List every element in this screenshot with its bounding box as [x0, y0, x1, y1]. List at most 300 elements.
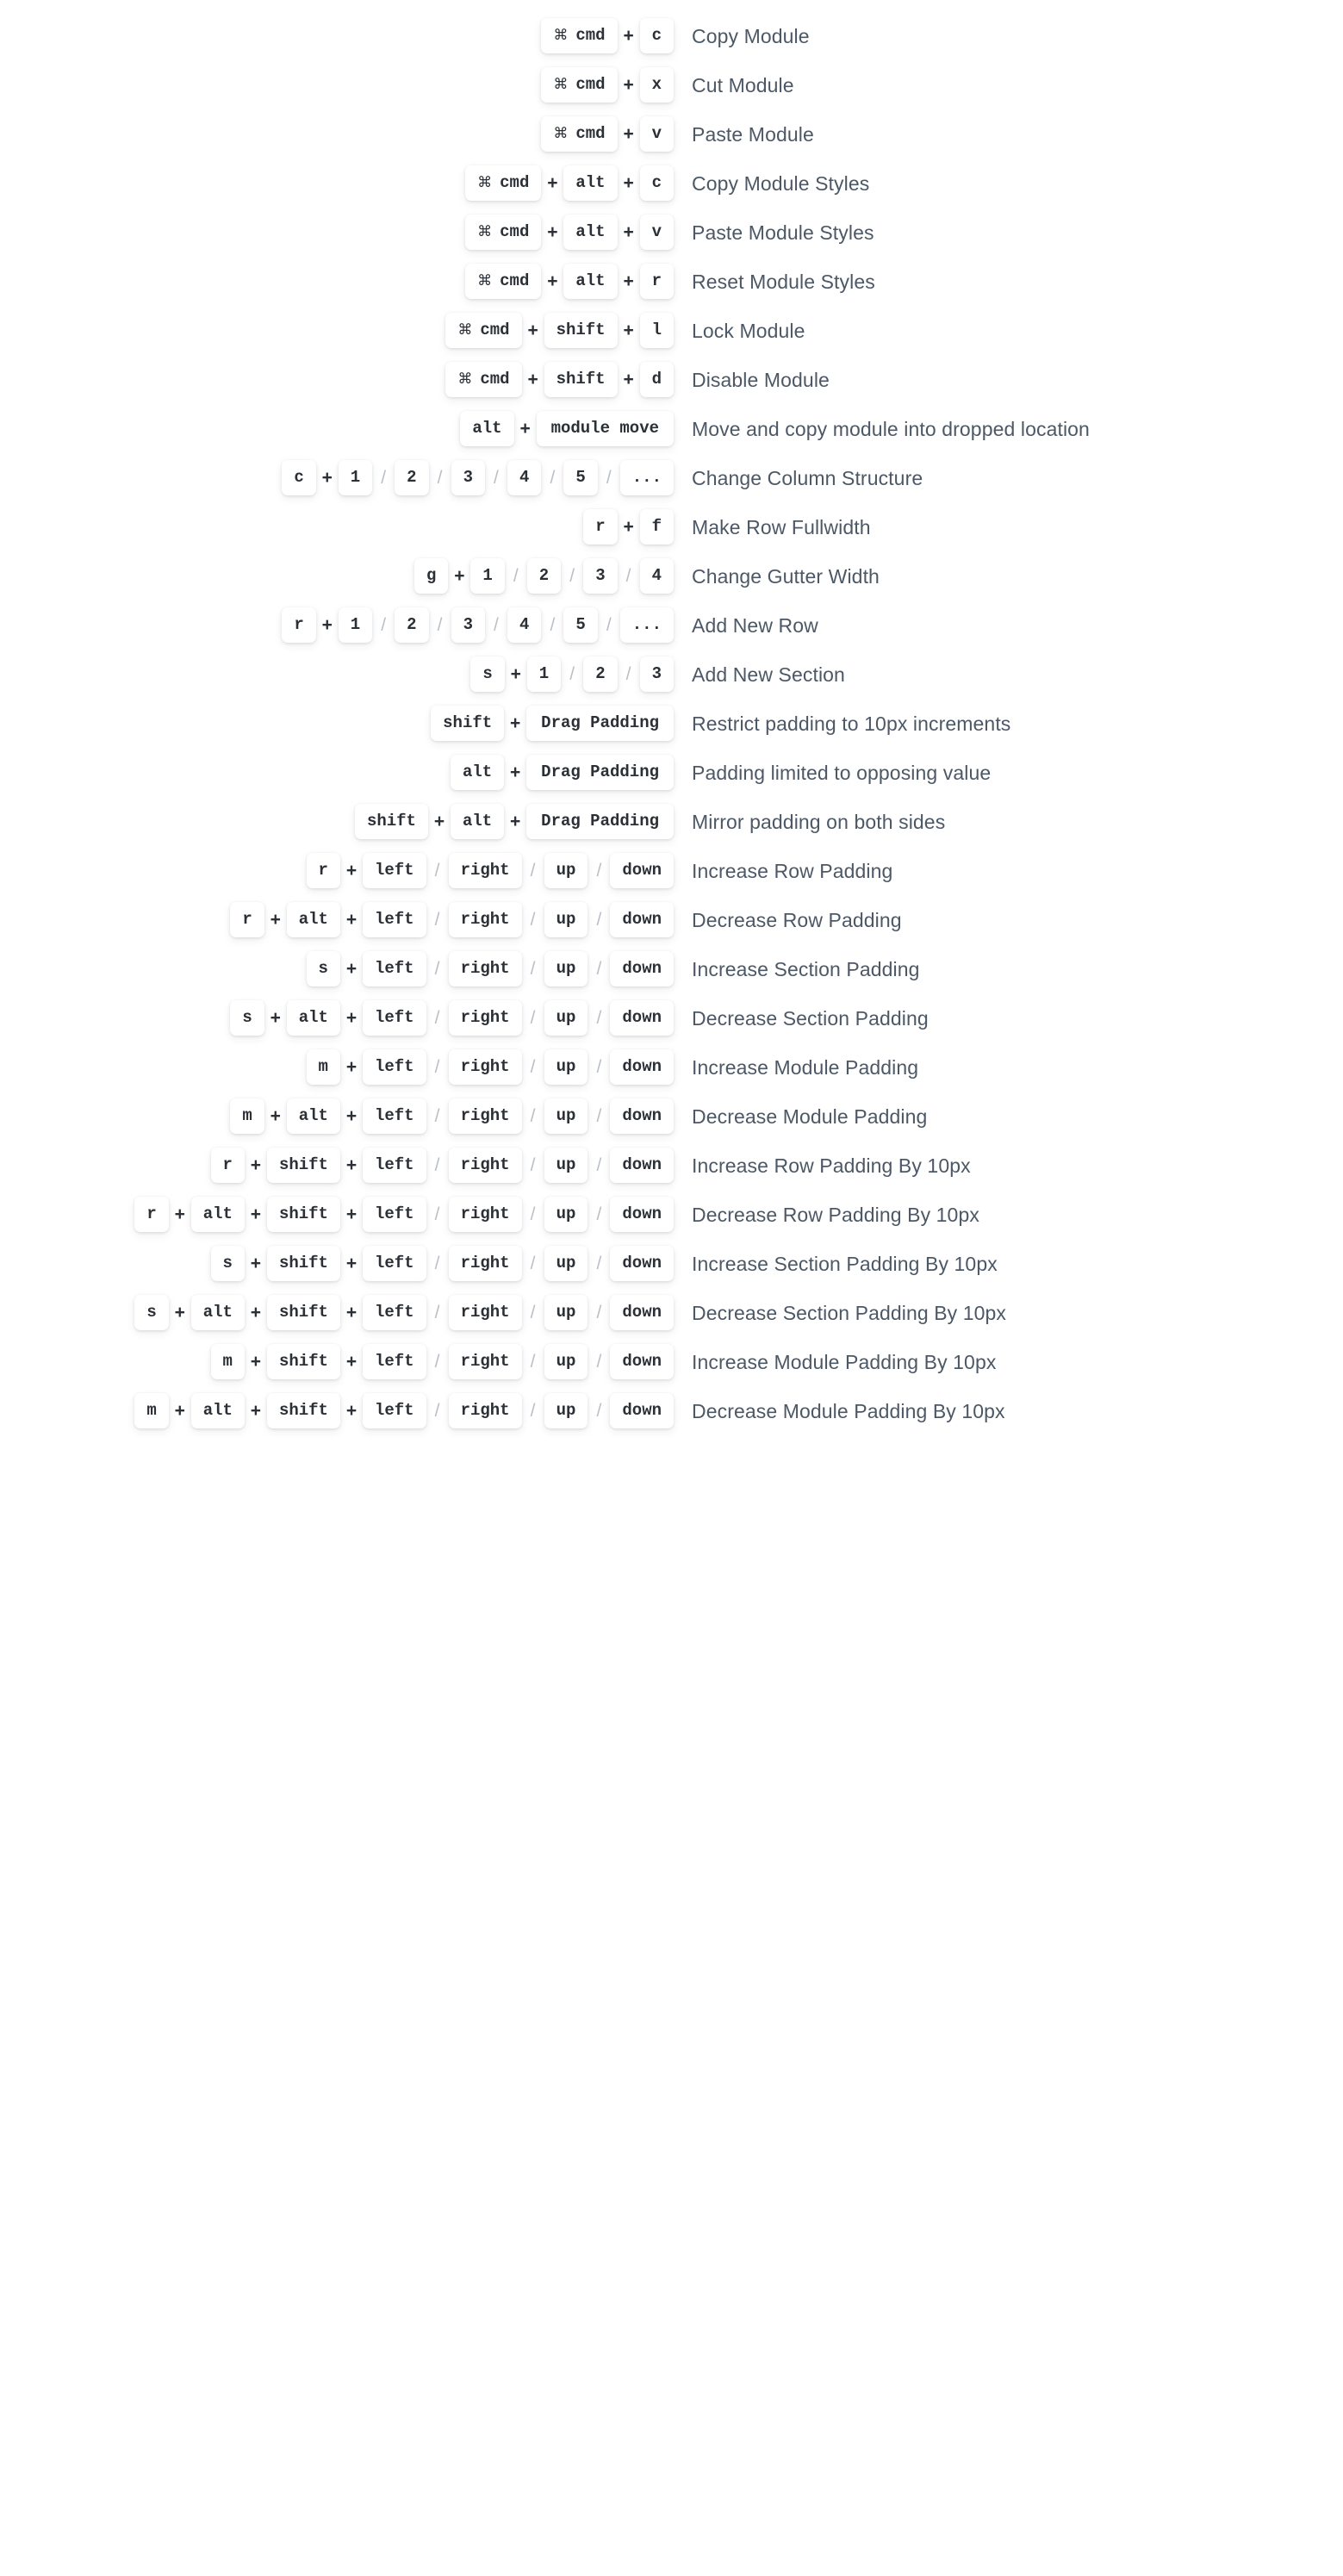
- key-cap: [307, 1049, 340, 1085]
- key-cap: [363, 1098, 426, 1134]
- plus-separator: +: [345, 1401, 358, 1421]
- key-cap-label: cmd: [480, 370, 510, 389]
- key-cap: [449, 1393, 522, 1428]
- key-cap: [544, 1049, 588, 1085]
- key-cap-label: up: [556, 1401, 576, 1420]
- plus-separator: +: [345, 861, 358, 880]
- slash-separator: /: [596, 910, 602, 930]
- key-cap: [640, 67, 674, 103]
- key-cap: [610, 1098, 674, 1134]
- key-cap: [610, 1393, 674, 1428]
- plus-separator: +: [345, 1155, 358, 1175]
- plus-separator: +: [345, 1106, 358, 1126]
- key-cap-label: r: [651, 271, 662, 290]
- key-cap: [563, 460, 597, 495]
- key-cap: [527, 558, 561, 594]
- key-cap-label: right: [460, 1352, 510, 1371]
- key-cap-label: 1: [350, 468, 361, 487]
- shortcut-row: [0, 1341, 1343, 1383]
- key-cap: [583, 656, 617, 692]
- key-cap-label: cmd: [575, 26, 606, 45]
- key-cap-label: s: [146, 1303, 157, 1322]
- shortcut-description: Paste Module Styles: [692, 221, 874, 244]
- shortcut-description: Decrease Row Padding: [692, 909, 902, 931]
- key-cap-label: cmd: [575, 124, 606, 143]
- key-cap-label: down: [622, 1057, 662, 1076]
- shortcut-description: Increase Row Padding By 10px: [692, 1154, 971, 1177]
- plus-separator: +: [345, 1008, 358, 1028]
- shortcut-row: [0, 998, 1343, 1039]
- shortcut-keys: [0, 1341, 681, 1382]
- key-cap-label: x: [651, 75, 662, 94]
- key-cap-label: cmd: [575, 75, 606, 94]
- key-cap: [610, 902, 674, 937]
- key-cap-label: down: [622, 861, 662, 880]
- key-cap-label: left: [374, 1303, 414, 1322]
- key-cap: [640, 165, 674, 201]
- key-cap: [230, 1098, 264, 1134]
- key-cap: [563, 264, 617, 299]
- key-cap-label: shift: [556, 320, 606, 339]
- key-cap-label: m: [242, 1106, 252, 1125]
- shortcut-keys: [0, 212, 681, 252]
- key-cap-label: down: [622, 1352, 662, 1371]
- plus-separator: +: [250, 1401, 262, 1421]
- shortcut-keys: [0, 949, 681, 989]
- key-cap-label: module move: [550, 419, 659, 438]
- shortcut-description: Add New Row: [692, 614, 818, 637]
- slash-separator: /: [625, 566, 631, 586]
- key-cap-label: 5: [575, 468, 586, 487]
- shortcut-description: Lock Module: [692, 320, 805, 342]
- slash-separator: /: [494, 468, 499, 488]
- shortcut-row: [0, 408, 1343, 450]
- key-cap-label: left: [374, 1155, 414, 1174]
- plus-separator: +: [623, 173, 634, 193]
- key-cap: [414, 558, 448, 594]
- key-cap-label: alt: [298, 1008, 328, 1027]
- slash-separator: /: [381, 468, 387, 488]
- shortcut-keys: [0, 752, 681, 793]
- key-cap: [610, 1000, 674, 1036]
- slash-separator: /: [434, 1106, 440, 1126]
- key-cap-label: alt: [575, 173, 606, 192]
- key-cap-label: cmd: [500, 222, 530, 241]
- command-icon: ⌘: [477, 174, 493, 191]
- key-cap-label: shift: [366, 812, 416, 831]
- plus-separator: +: [623, 271, 634, 291]
- key-cap: [620, 607, 674, 643]
- shortcut-row: [0, 556, 1343, 597]
- key-cap: [544, 853, 588, 888]
- slash-separator: /: [596, 1057, 602, 1077]
- key-cap: [191, 1197, 245, 1232]
- slash-separator: /: [530, 1106, 536, 1126]
- key-cap: [526, 804, 674, 839]
- key-cap: [640, 264, 674, 299]
- command-icon: ⌘: [553, 125, 569, 142]
- shortcut-row: [0, 703, 1343, 744]
- key-cap: [307, 951, 340, 986]
- slash-separator: /: [434, 959, 440, 979]
- key-cap-label: right: [460, 1106, 510, 1125]
- shortcut-keys: [0, 1145, 681, 1185]
- shortcut-row: [0, 261, 1343, 302]
- slash-separator: /: [596, 1204, 602, 1224]
- key-cap: [640, 18, 674, 53]
- key-cap: [449, 1000, 522, 1036]
- slash-separator: /: [596, 1254, 602, 1273]
- plus-separator: +: [321, 615, 333, 635]
- shortcut-description: Decrease Module Padding By 10px: [692, 1400, 1005, 1422]
- key-cap: [134, 1197, 168, 1232]
- shortcut-row: [0, 899, 1343, 941]
- shortcut-row: [0, 114, 1343, 155]
- key-cap: [363, 1295, 426, 1330]
- shortcut-row: [0, 1243, 1343, 1285]
- key-cap: [470, 558, 504, 594]
- key-cap-label: 2: [407, 468, 417, 487]
- slash-separator: /: [530, 1254, 536, 1273]
- shortcut-keys: [0, 998, 681, 1038]
- key-cap-label: down: [622, 1401, 662, 1420]
- key-cap: [211, 1246, 245, 1281]
- shortcut-row: [0, 1096, 1343, 1137]
- key-cap: [451, 755, 504, 790]
- key-cap: [282, 460, 315, 495]
- key-cap-label: d: [651, 370, 662, 389]
- key-cap-label: 5: [575, 615, 586, 634]
- shortcut-description: Change Gutter Width: [692, 565, 880, 588]
- key-cap: [363, 1393, 426, 1428]
- key-cap: [544, 951, 588, 986]
- slash-separator: /: [530, 1303, 536, 1322]
- key-cap-label: 3: [463, 468, 473, 487]
- key-cap-label: cmd: [480, 320, 510, 339]
- key-cap: [640, 509, 674, 544]
- key-cap-label: m: [222, 1352, 233, 1371]
- plus-separator: +: [623, 320, 634, 340]
- key-cap-label: left: [374, 910, 414, 929]
- key-cap: [363, 1049, 426, 1085]
- key-cap-label: r: [222, 1155, 233, 1174]
- command-icon: ⌘: [477, 223, 493, 240]
- shortcut-row: [0, 65, 1343, 106]
- key-cap: [544, 1000, 588, 1036]
- key-cap-label: down: [622, 1204, 662, 1223]
- plus-separator: +: [174, 1401, 185, 1421]
- plus-separator: +: [527, 370, 538, 389]
- key-cap-label: alt: [575, 222, 606, 241]
- slash-separator: /: [434, 1352, 440, 1372]
- slash-separator: /: [550, 615, 556, 635]
- slash-separator: /: [625, 664, 631, 684]
- key-cap: [363, 853, 426, 888]
- shortcut-keys: [0, 16, 681, 56]
- plus-separator: +: [454, 566, 465, 586]
- key-cap: [640, 116, 674, 152]
- key-cap-label: alt: [298, 910, 328, 929]
- key-cap-label: s: [318, 959, 328, 978]
- shortcut-row: [0, 1194, 1343, 1235]
- key-cap: [610, 853, 674, 888]
- key-cap-label: up: [556, 1352, 576, 1371]
- shortcut-keys: [0, 408, 681, 449]
- key-cap-label: right: [460, 1254, 510, 1272]
- slash-separator: /: [530, 1401, 536, 1421]
- key-cap-label: right: [460, 1057, 510, 1076]
- key-cap-label: alt: [575, 271, 606, 290]
- key-cap-label: alt: [298, 1106, 328, 1125]
- slash-separator: /: [434, 1204, 440, 1224]
- key-cap: [363, 1344, 426, 1379]
- slash-separator: /: [530, 1204, 536, 1224]
- key-cap-label: down: [622, 1155, 662, 1174]
- shortcut-keys: [0, 261, 681, 302]
- key-cap: [363, 1000, 426, 1036]
- plus-separator: +: [250, 1303, 262, 1322]
- slash-separator: /: [437, 468, 443, 488]
- key-cap-label: r: [318, 861, 328, 880]
- key-cap-label: up: [556, 910, 576, 929]
- key-cap-label: right: [460, 861, 510, 880]
- key-cap-label: shift: [278, 1303, 328, 1322]
- key-cap-label: shift: [556, 370, 606, 389]
- key-cap-label: v: [651, 124, 662, 143]
- shortcut-description: Increase Module Padding By 10px: [692, 1351, 997, 1373]
- shortcut-row: [0, 1047, 1343, 1088]
- key-cap: [610, 1049, 674, 1085]
- slash-separator: /: [596, 861, 602, 880]
- key-cap: [527, 656, 561, 692]
- command-icon: ⌘: [553, 27, 569, 44]
- slash-separator: /: [530, 861, 536, 880]
- key-cap: [363, 1148, 426, 1183]
- shortcut-row: [0, 850, 1343, 892]
- key-cap-label: up: [556, 861, 576, 880]
- key-cap-label: shift: [278, 1254, 328, 1272]
- key-cap: [339, 607, 372, 643]
- key-cap-label: up: [556, 1008, 576, 1027]
- shortcut-row: [0, 605, 1343, 646]
- shortcut-row: [0, 801, 1343, 843]
- key-cap-label: down: [622, 910, 662, 929]
- key-cap-label: m: [318, 1057, 328, 1076]
- shortcut-description: Padding limited to opposing value: [692, 762, 992, 784]
- shortcut-keys: [0, 457, 681, 498]
- key-cap-label: up: [556, 1204, 576, 1223]
- shortcut-keys: [0, 114, 681, 154]
- key-cap-label: Drag Padding: [541, 713, 659, 732]
- key-cap: [449, 902, 522, 937]
- key-cap-label: Drag Padding: [541, 812, 659, 831]
- shortcut-keys: [0, 556, 681, 596]
- shortcut-row: [0, 163, 1343, 204]
- key-cap-label: left: [374, 861, 414, 880]
- key-cap: [395, 460, 428, 495]
- key-cap: [363, 902, 426, 937]
- key-cap: [563, 165, 617, 201]
- key-cap: [191, 1295, 245, 1330]
- key-cap-label: 1: [350, 615, 361, 634]
- shortcut-description: Decrease Module Padding: [692, 1105, 928, 1128]
- key-cap: [449, 1344, 522, 1379]
- key-cap: [544, 1246, 588, 1281]
- plus-separator: +: [321, 468, 333, 488]
- plus-separator: +: [433, 812, 445, 831]
- shortcut-description: Paste Module: [692, 123, 814, 146]
- slash-separator: /: [530, 910, 536, 930]
- key-cap-label: 3: [463, 615, 473, 634]
- key-cap-label: 1: [538, 664, 550, 683]
- key-cap: [355, 804, 428, 839]
- shortcut-description: Copy Module: [692, 25, 810, 47]
- key-cap: [563, 215, 617, 250]
- key-cap: [211, 1344, 245, 1379]
- key-cap: [610, 1148, 674, 1183]
- slash-separator: /: [596, 1401, 602, 1421]
- key-cap-label: left: [374, 1008, 414, 1027]
- key-cap-label: up: [556, 1057, 576, 1076]
- key-cap-label: shift: [278, 1401, 328, 1420]
- key-cap: [544, 1344, 588, 1379]
- shortcut-keys: [0, 163, 681, 203]
- shortcut-keys: [0, 1047, 681, 1087]
- plus-separator: +: [623, 26, 634, 46]
- slash-separator: /: [530, 1008, 536, 1028]
- key-cap-label: shift: [278, 1204, 328, 1223]
- shortcut-keys: [0, 801, 681, 842]
- key-cap: [544, 1197, 588, 1232]
- key-cap-label: shift: [443, 713, 493, 732]
- key-cap-label: right: [460, 1303, 510, 1322]
- shortcut-row: [0, 507, 1343, 548]
- slash-separator: /: [530, 1057, 536, 1077]
- key-cap: [451, 607, 485, 643]
- key-cap: [339, 460, 372, 495]
- key-cap-label: 4: [651, 566, 662, 585]
- key-cap: [460, 411, 513, 446]
- key-cap: [211, 1148, 245, 1183]
- shortcut-keys: [0, 703, 681, 744]
- plus-separator: +: [270, 910, 281, 930]
- key-cap-label: up: [556, 1303, 576, 1322]
- key-cap-label: 4: [519, 468, 530, 487]
- shortcut-description: Increase Section Padding: [692, 958, 920, 980]
- key-cap: [451, 804, 504, 839]
- key-cap-label: left: [374, 1106, 414, 1125]
- key-cap-label: down: [622, 1254, 662, 1272]
- slash-separator: /: [434, 1303, 440, 1322]
- shortcut-row: [0, 752, 1343, 793]
- shortcut-keys: [0, 1292, 681, 1333]
- shortcut-description: Increase Module Padding: [692, 1056, 919, 1079]
- key-cap: [267, 1246, 340, 1281]
- command-icon: ⌘: [477, 272, 493, 289]
- slash-separator: /: [494, 615, 499, 635]
- key-cap-label: v: [651, 222, 662, 241]
- key-cap: [610, 951, 674, 986]
- plus-separator: +: [250, 1352, 262, 1372]
- plus-separator: +: [623, 75, 634, 95]
- slash-separator: /: [434, 1057, 440, 1077]
- shortcut-description: Make Row Fullwidth: [692, 516, 871, 538]
- key-cap: [449, 1049, 522, 1085]
- key-cap-label: ...: [631, 468, 662, 487]
- shortcut-keys: [0, 1096, 681, 1136]
- key-cap: [610, 1197, 674, 1232]
- slash-separator: /: [434, 910, 440, 930]
- key-cap-label: cmd: [500, 173, 530, 192]
- key-cap-label: s: [482, 664, 493, 683]
- key-cap: [583, 509, 617, 544]
- plus-separator: +: [345, 1303, 358, 1322]
- key-cap: [526, 755, 674, 790]
- slash-separator: /: [434, 1008, 440, 1028]
- key-cap: [583, 558, 617, 594]
- shortcut-row: [0, 16, 1343, 57]
- slash-separator: /: [596, 1008, 602, 1028]
- key-cap-label: down: [622, 1008, 662, 1027]
- slash-separator: /: [530, 1155, 536, 1175]
- key-cap: [363, 1246, 426, 1281]
- key-cap: [610, 1246, 674, 1281]
- plus-separator: +: [174, 1204, 185, 1224]
- key-cap-label: c: [294, 468, 304, 487]
- shortcut-row: [0, 654, 1343, 695]
- shortcut-description: Cut Module: [692, 74, 794, 96]
- key-cap-label: 3: [595, 566, 606, 585]
- key-cap: [610, 1295, 674, 1330]
- command-icon: ⌘: [457, 321, 473, 339]
- slash-separator: /: [434, 861, 440, 880]
- plus-separator: +: [345, 959, 358, 979]
- key-cap: [267, 1197, 340, 1232]
- key-cap-label: up: [556, 1155, 576, 1174]
- slash-separator: /: [434, 1155, 440, 1175]
- key-cap: [191, 1393, 245, 1428]
- key-cap-label: c: [651, 26, 662, 45]
- key-cap-label: 2: [407, 615, 417, 634]
- slash-separator: /: [530, 959, 536, 979]
- shortcut-description: Decrease Section Padding: [692, 1007, 929, 1030]
- plus-separator: +: [270, 1106, 281, 1126]
- plus-separator: +: [345, 910, 358, 930]
- slash-separator: /: [596, 959, 602, 979]
- key-cap-label: up: [556, 1106, 576, 1125]
- key-cap-label: alt: [472, 419, 502, 438]
- slash-separator: /: [434, 1401, 440, 1421]
- key-cap-label: r: [242, 910, 252, 929]
- shortcut-keys: [0, 1391, 681, 1431]
- key-cap: [287, 902, 340, 937]
- key-cap: [287, 1098, 340, 1134]
- key-cap-label: right: [460, 1204, 510, 1223]
- key-cap: [449, 1148, 522, 1183]
- slash-separator: /: [381, 615, 387, 635]
- key-cap: [544, 1393, 588, 1428]
- key-cap-label: 4: [519, 615, 530, 634]
- key-cap: [541, 116, 617, 152]
- key-cap: [544, 1295, 588, 1330]
- plus-separator: +: [623, 517, 634, 537]
- key-cap-label: left: [374, 1254, 414, 1272]
- plus-separator: +: [250, 1155, 262, 1175]
- shortcut-description: Restrict padding to 10px increments: [692, 712, 1011, 735]
- plus-separator: +: [270, 1008, 281, 1028]
- plus-separator: +: [510, 713, 521, 733]
- key-cap: [465, 165, 541, 201]
